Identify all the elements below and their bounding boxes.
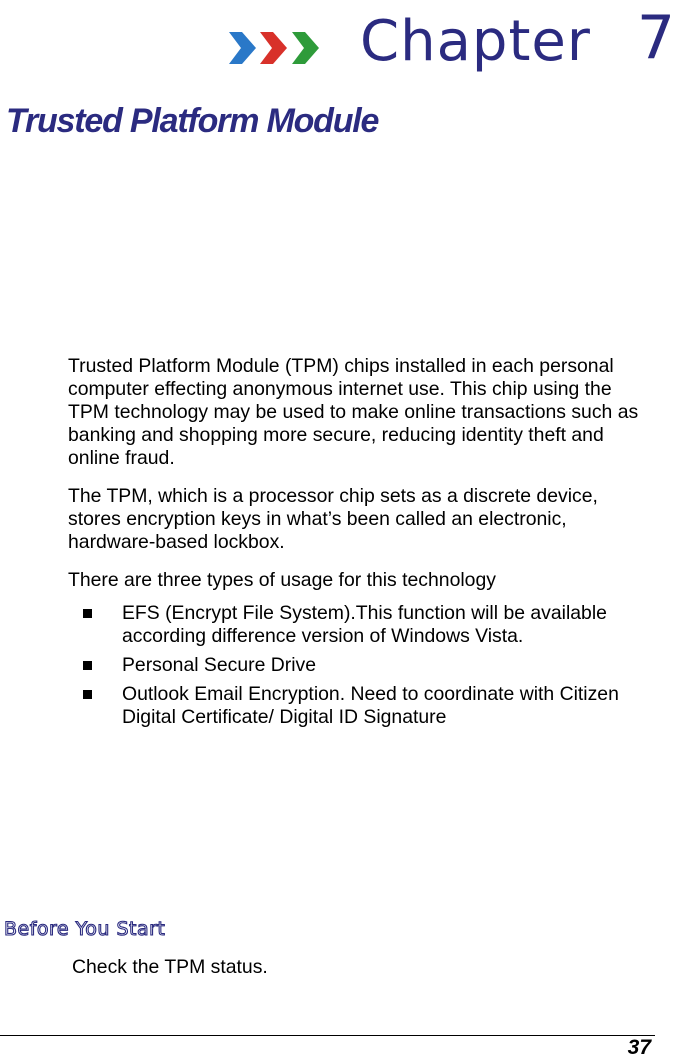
list-item xyxy=(68,654,654,677)
square-bullet-icon xyxy=(83,661,92,670)
footer-divider xyxy=(0,1035,655,1036)
paragraph-intro: Trusted Platform Module (TPM) chips installed in each personal computer effecting anonymous internet use. This chip using the TPM technology may be used to make online transactions such as banking and shopping more secure, reducing identity theft and online fraud. xyxy=(68,355,639,469)
chapter-arrows-icon xyxy=(226,18,328,82)
page-title: Trusted Platform Module xyxy=(6,102,379,140)
blue-arrow-icon xyxy=(229,32,256,64)
square-bullet-icon xyxy=(83,609,92,618)
list-item xyxy=(68,683,654,729)
usage-list xyxy=(68,602,654,729)
list-item-text: EFS (Encrypt File System).This function will be available according difference version of Windows Vista. xyxy=(122,602,607,647)
chapter-label: Chapter xyxy=(360,9,591,74)
red-arrow-icon xyxy=(260,32,287,64)
chapter-header xyxy=(226,3,675,82)
section-heading: Before You Start xyxy=(4,918,166,940)
section-text: Check the TPM status. xyxy=(72,956,268,978)
chapter-number: 7 xyxy=(636,3,675,73)
paragraph-tpm-description: The TPM, which is a processor chip sets as a discrete device, stores encryption keys in what’s been called an electronic, hardware-based lockbox. xyxy=(68,485,598,553)
list-item-text: Outlook Email Encryption. Need to coordinate with Citizen Digital Certificate/ Digital ID Signature xyxy=(122,683,619,728)
page-number: 37 xyxy=(627,1036,651,1059)
list-item xyxy=(68,602,654,648)
list-item-text: Personal Secure Drive xyxy=(122,654,316,676)
body-content xyxy=(68,355,654,735)
green-arrow-icon xyxy=(292,32,319,64)
paragraph-usage-types: There are three types of usage for this technology xyxy=(68,569,496,591)
square-bullet-icon xyxy=(83,690,92,699)
